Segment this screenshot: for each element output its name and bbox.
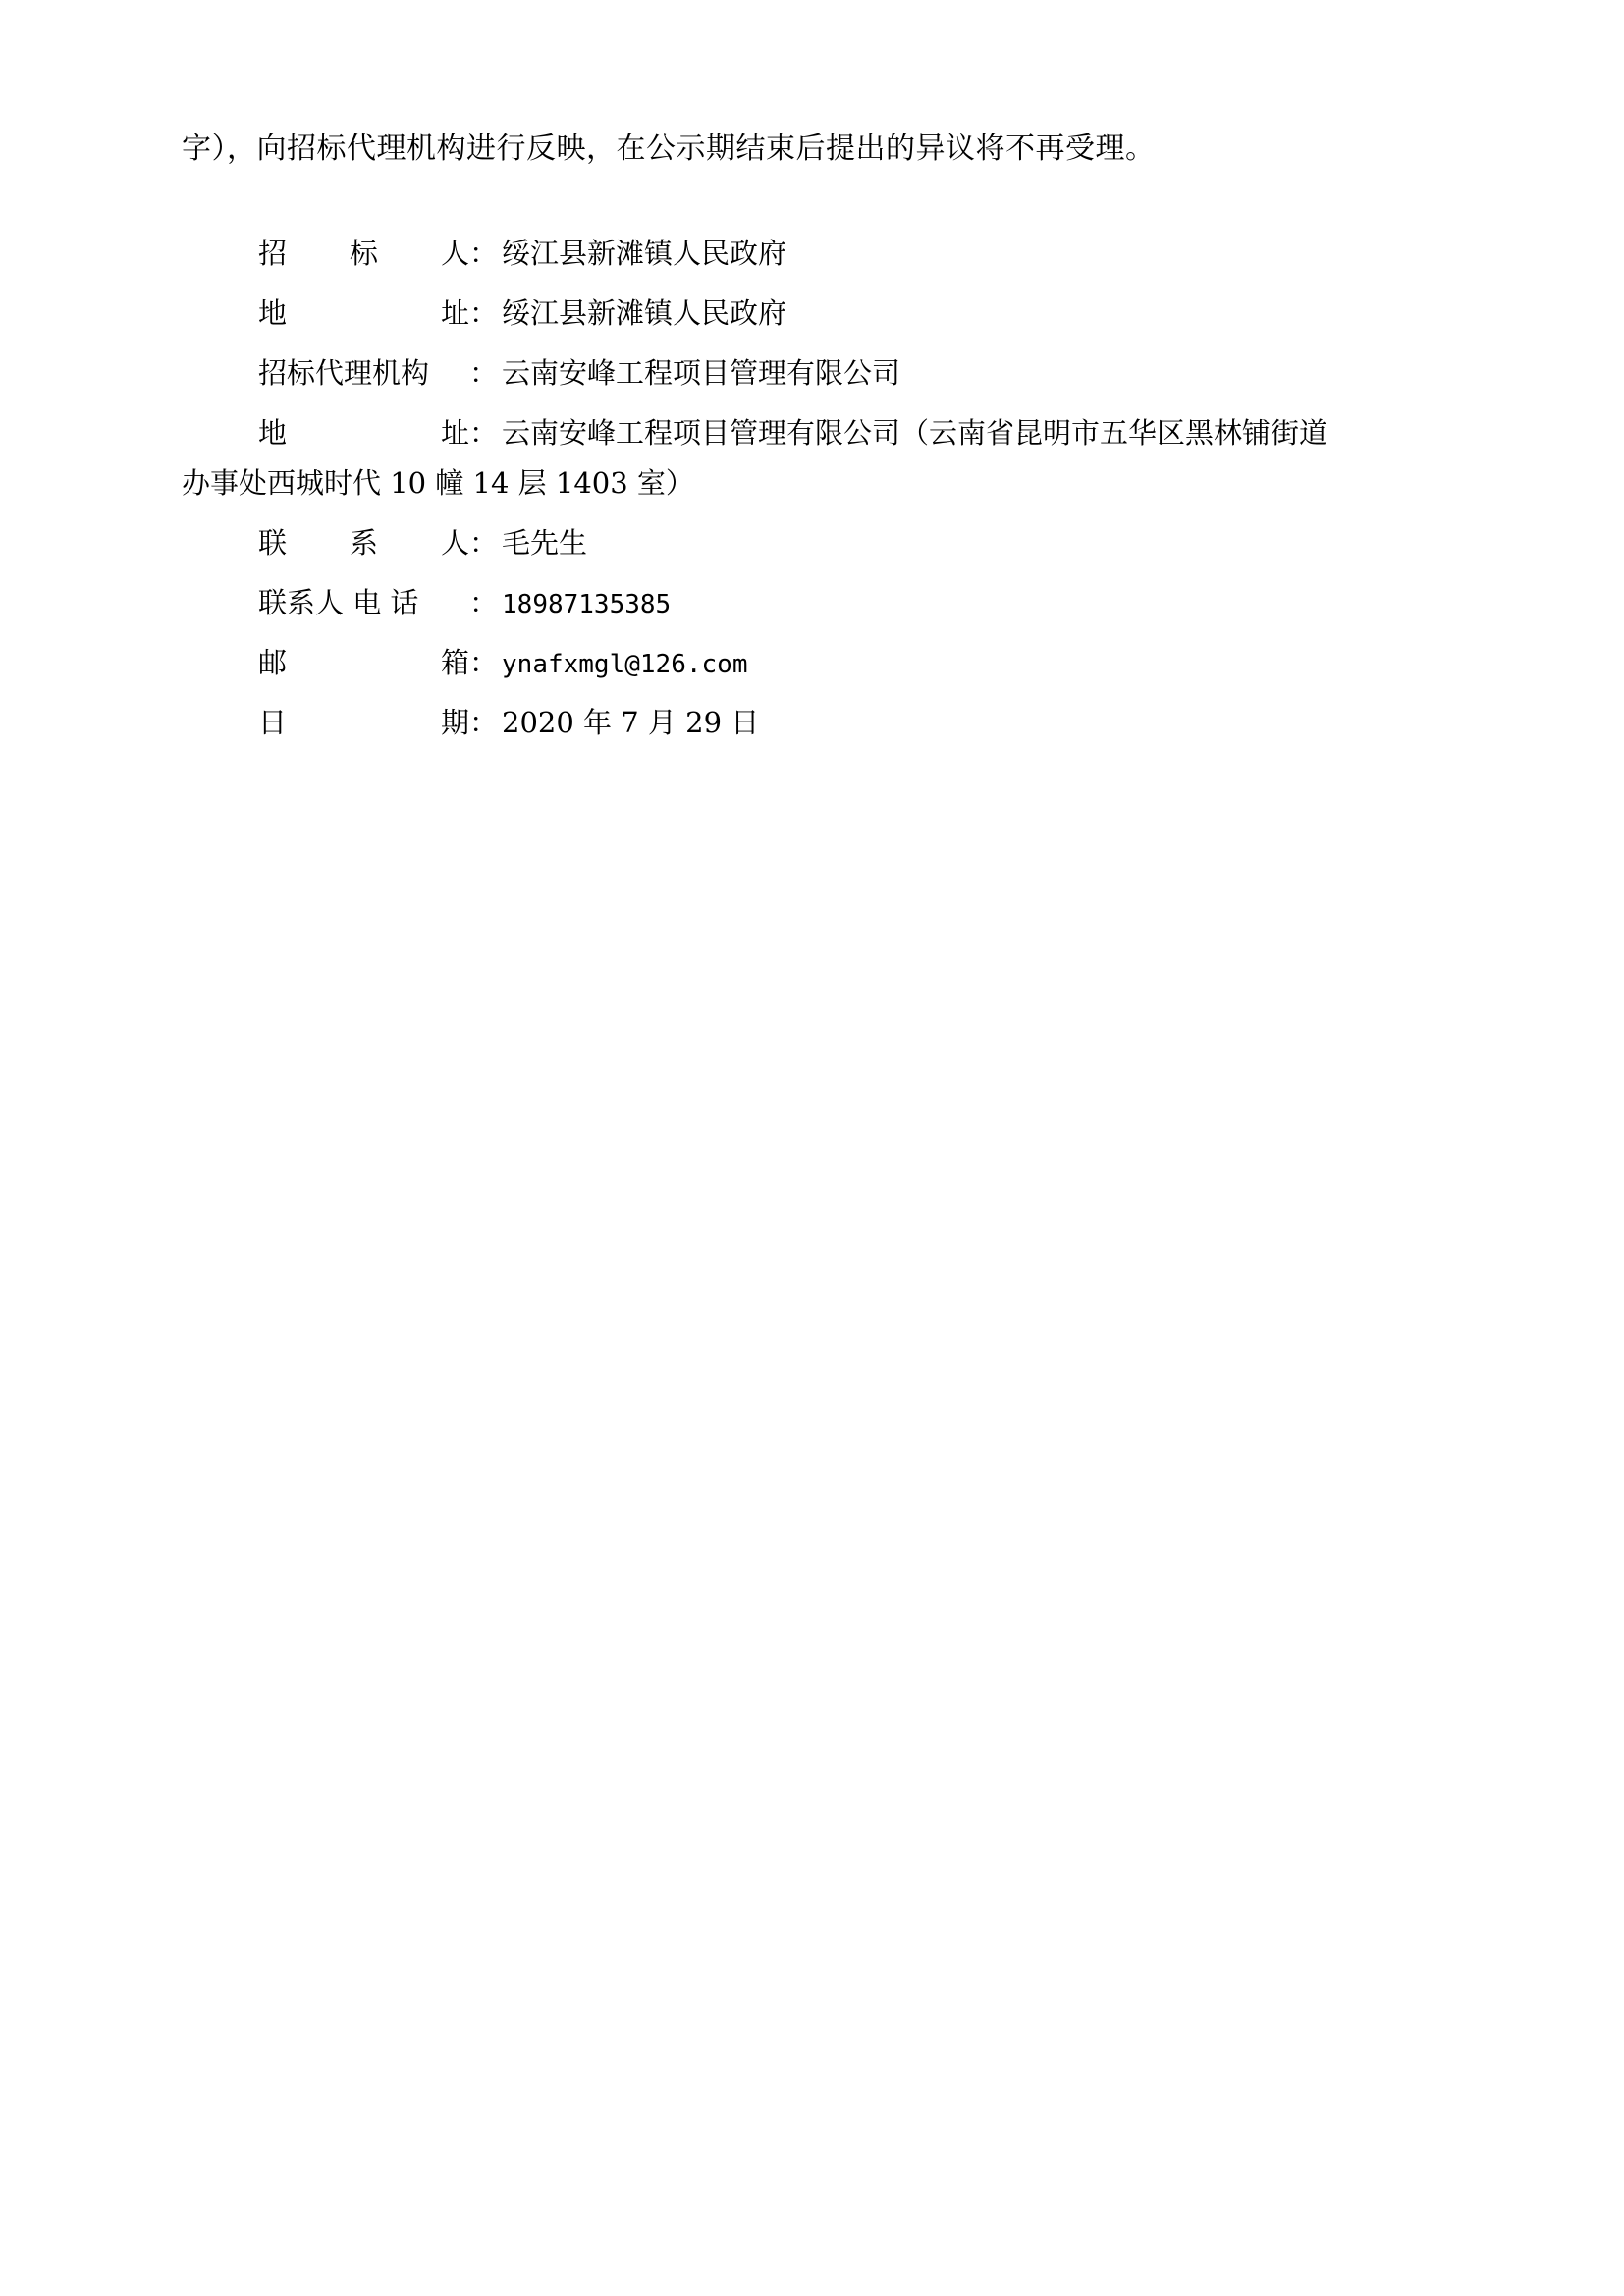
contact-value-address: 绥江县新滩镇人民政府 — [502, 295, 787, 330]
contact-label-address: 地 址 — [258, 295, 469, 330]
contact-value-date: 2020 年 7 月 29 日 — [502, 705, 760, 739]
contact-value-person: 毛先生 — [502, 525, 588, 560]
contact-label-person: 联 系 人 — [258, 525, 469, 560]
contact-value-phone: 18987135385 — [502, 589, 672, 619]
contact-label-agency-address: 地 址 — [258, 415, 469, 450]
contact-line-person — [182, 521, 1437, 565]
contact-separator: ： — [469, 415, 499, 450]
contact-value-agency: 云南安峰工程项目管理有限公司 — [502, 355, 901, 390]
contact-line-agency-address — [182, 411, 1437, 455]
contact-value-email: ynafxmgl@126.com — [502, 649, 748, 679]
contact-separator: ： — [469, 355, 499, 390]
contact-separator: ： — [469, 525, 499, 560]
contact-separator: ： — [469, 585, 499, 619]
contact-line-email — [182, 641, 1437, 685]
contact-block — [182, 232, 1437, 744]
contact-label-tenderer: 招 标 人 — [258, 237, 469, 270]
contact-line-agency — [182, 351, 1437, 396]
contact-label-email: 邮 箱 — [258, 645, 469, 679]
contact-line-date — [182, 701, 1437, 745]
contact-line-address — [182, 292, 1437, 336]
contact-line-tenderer — [182, 232, 1437, 276]
agency-address-continuation: 办事处西城时代 10 幢 14 层 1403 室） — [182, 465, 694, 500]
contact-separator: ： — [469, 645, 499, 679]
contact-label-date: 日 期 — [258, 705, 469, 739]
contact-value-agency-address: 云南安峰工程项目管理有限公司（云南省昆明市五华区黑林铺街道 — [502, 415, 1328, 450]
lead-paragraph: 字），向招标代理机构进行反映，在公示期结束后提出的异议将不再受理。 — [182, 132, 1156, 166]
contact-separator: ： — [469, 237, 499, 270]
contact-value-tenderer: 绥江县新滩镇人民政府 — [502, 237, 787, 270]
contact-label-agency: 招标代理机构 — [258, 355, 430, 390]
contact-separator: ： — [469, 295, 499, 330]
contact-separator: ： — [469, 705, 499, 739]
contact-line-phone — [182, 581, 1437, 625]
contact-label-phone: 联系人 电 话 — [258, 585, 419, 619]
